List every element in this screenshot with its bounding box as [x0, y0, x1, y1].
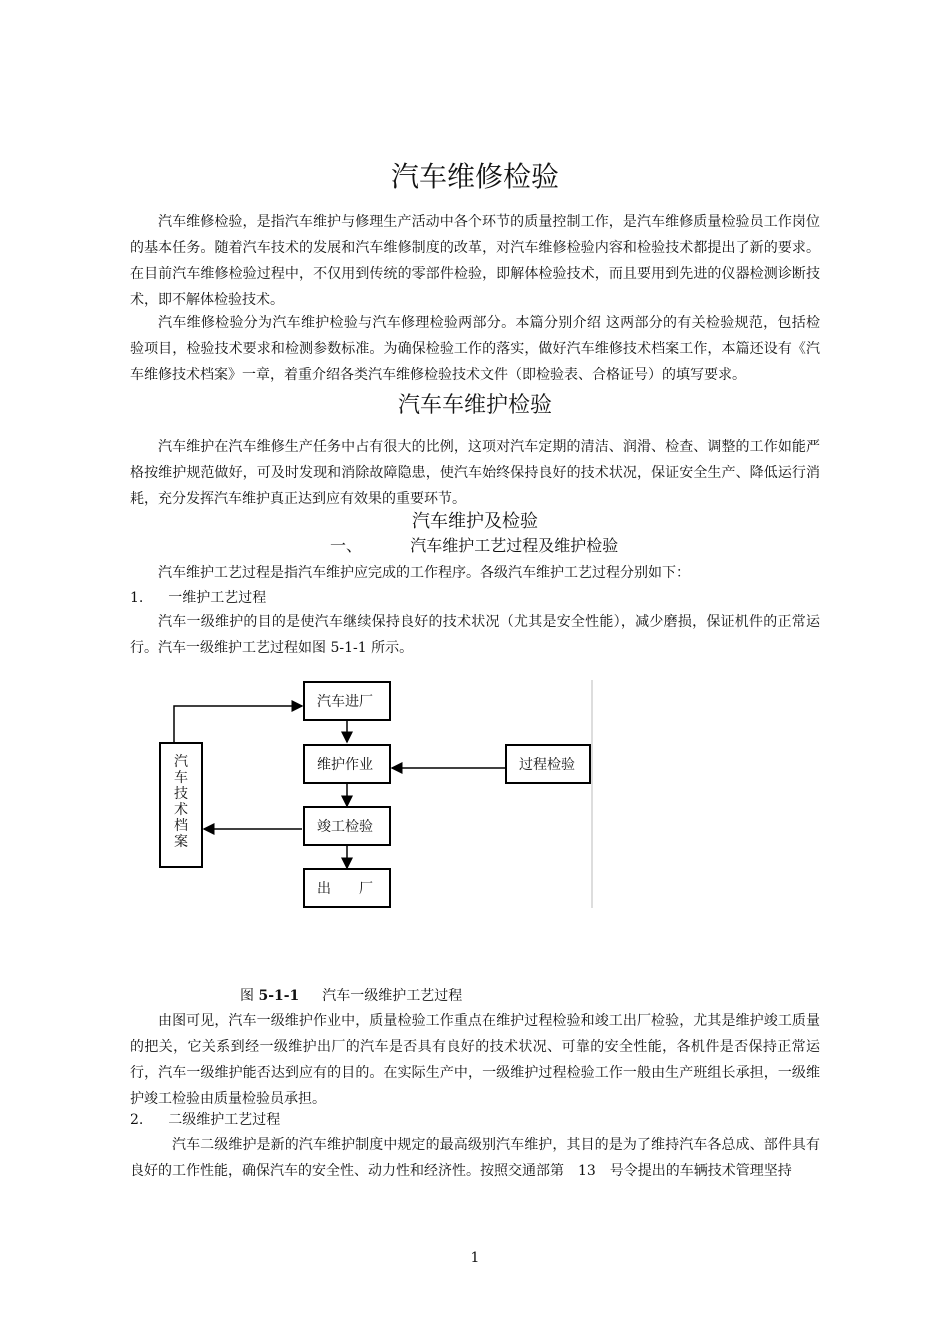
figure-caption-text: 汽车一级维护工艺过程	[322, 988, 463, 1004]
archive-char: 车	[174, 770, 188, 786]
item-2-heading	[130, 1107, 280, 1133]
archive-char: 技	[174, 786, 188, 802]
figure-number: 5-1-1	[258, 988, 300, 1004]
archive-char: 术	[174, 802, 188, 818]
box-car-enter: 汽车进厂	[303, 681, 391, 721]
item-1-title: 一维护工艺过程	[168, 590, 267, 606]
item-2-title: 二级维护工艺过程	[168, 1112, 281, 1128]
intro-paragraph-2: 汽车维修检验分为汽车维护检验与汽车修理检验两部分。本篇分别介绍 这两部分的有关检验规范，包括检验项目，检验技术要求和检测参数标准。为确保检验工作的落实，做好汽车维修技术档案工作，本篇还设有《汽车维修技术档案》一章，着重介绍各类汽车维修检验技术文件（即检验表、合格证号）的填写要求。	[130, 315, 820, 383]
intro-paragraph-1: 汽车维修检验，是指汽车维护与修理生产活动中各个环节的质量控制工作，是汽车维修质量检验员工作岗位的基本任务。随着汽车技术的发展和汽车维修制度的改革，对汽车维修检验内容和检验技术都提出了新的要求。在目前汽车维修检验过程中，不仅用到传统的零部件检验，即解体检验技术，而且要用到先进的仪器检测诊断技术，即不解体检验技术。	[130, 214, 820, 308]
subsection-title: 汽车维护及检验	[412, 511, 538, 532]
figure-label-prefix: 图	[240, 988, 259, 1004]
item-2-paragraph: 汽车二级维护是新的汽车维护制度中规定的最高级别汽车维护，其目的是为了维持汽车各总成、部件具有良好的工作性能，确保汽车的安全性、动力性和经济性。按照交通部第 13 号令提出的车辆技术管理坚持	[130, 1137, 820, 1179]
arrow-archive-to-enter	[174, 706, 302, 742]
archive-char: 汽	[174, 754, 188, 770]
figure-caption	[240, 985, 462, 1005]
archive-char: 案	[174, 834, 188, 850]
section-paragraph: 汽车维护在汽车维修生产任务中占有很大的比例，这项对汽车定期的清洁、润滑、检查、调整的工作如能严格按维护规范做好，可及时发现和消除故障隐患，使汽车始终保持良好的技术状况，保证安全生产、降低运行消耗，充分发挥汽车维护真正达到应有效果的重要环节。	[130, 439, 820, 507]
box-exit: 出 厂	[303, 868, 391, 908]
page-number: 1	[470, 1250, 480, 1266]
box-technical-archive	[159, 742, 203, 868]
archive-char: 档	[174, 818, 188, 834]
box-maintenance-work: 维护作业	[303, 744, 391, 784]
box-final-check: 竣工检验	[303, 806, 391, 846]
heading-one-text: 汽车维护工艺过程及维护检验	[410, 536, 619, 555]
heading-one-number: 一、	[330, 536, 363, 555]
item-1-paragraph: 汽车一级维护的目的是使汽车继续保持良好的技术状况（尤其是安全性能），减少磨损，保证机件的正常运行。汽车一级维护工艺过程如图 5-1-1 所示。	[130, 614, 820, 656]
document-title: 汽车维修检验	[390, 160, 559, 193]
item-1-number: 1.	[130, 590, 144, 606]
process-intro: 汽车维护工艺过程是指汽车维护应完成的工作程序。各级汽车维护工艺过程分别如下：	[158, 565, 690, 581]
item-2-number: 2.	[130, 1112, 144, 1128]
section-title: 汽车车维护检验	[397, 393, 552, 418]
box-process-check: 过程检验	[505, 744, 591, 784]
after-figure-paragraph: 由图可见，汽车一级维护作业中，质量检验工作重点在维护过程检验和竣工出厂检验，尤其是维护竣工质量的把关，它关系到经一级维护出厂的汽车是否具有良好的技术状况、可靠的安全性能，各机件是否保持正常运行，汽车一级维护能否达到应有的目的。在实际生产中，一级维护过程检验工作一般由生产班组长承担，一级维护竣工检验由质量检验员承担。	[130, 1013, 820, 1107]
